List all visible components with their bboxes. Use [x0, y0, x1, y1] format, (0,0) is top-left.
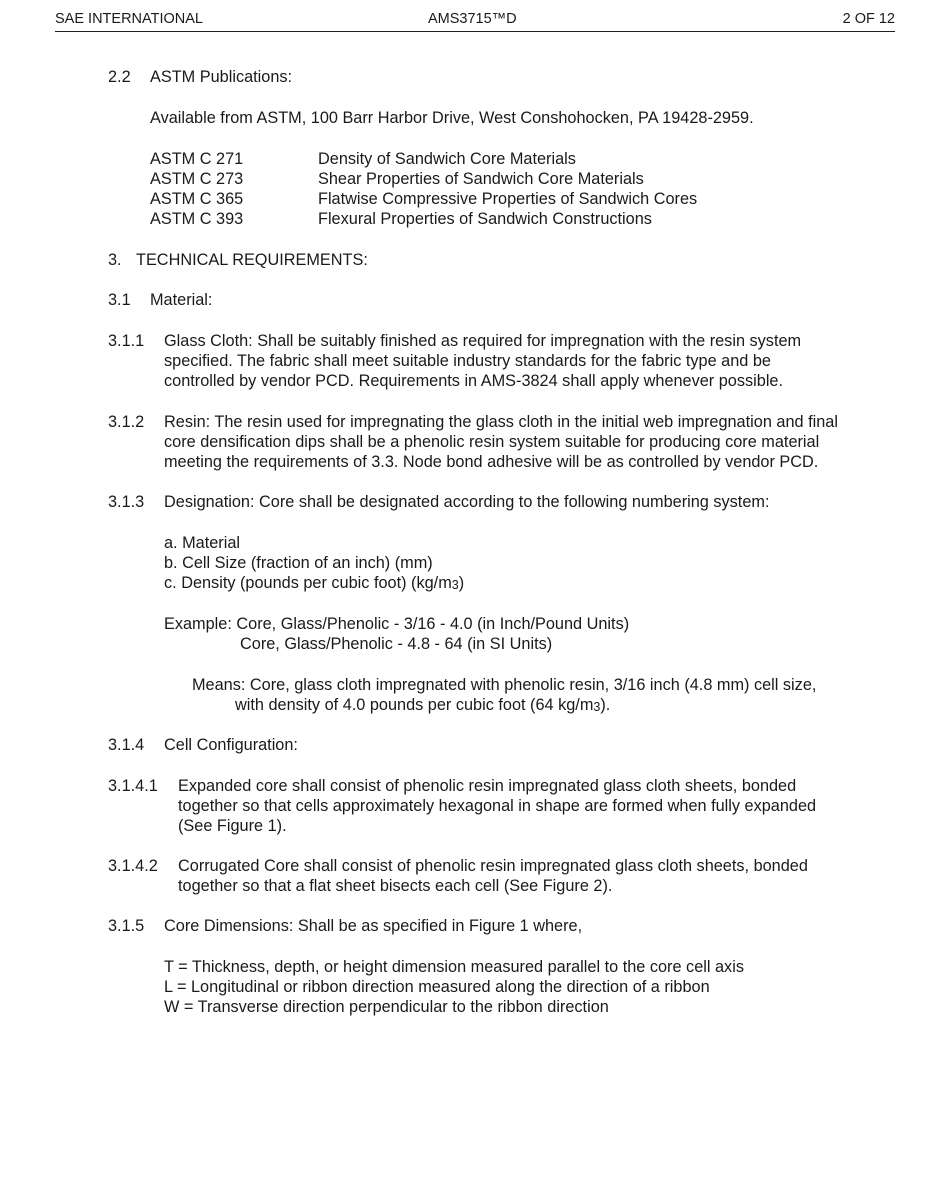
superscript-exponent: 3	[451, 578, 459, 592]
section-3-1-4-title: Cell Configuration:	[164, 736, 298, 754]
definition-item: T = Thickness, depth, or height dimension measured parallel to the core cell axis	[164, 958, 744, 976]
section-3-1-1-number: 3.1.1	[108, 332, 145, 350]
section-2-2-title: ASTM Publications:	[150, 68, 293, 86]
astm-ref-title: Flatwise Compressive Properties of Sandwich Cores	[318, 190, 698, 208]
paragraph-line: controlled by vendor PCD. Requirements in AMS-3824 shall apply whenever possible.	[164, 372, 784, 390]
section-3-1-5-text: Core Dimensions: Shall be as specified in Figure 1 where,	[164, 917, 583, 935]
paragraph-line: (See Figure 1).	[178, 817, 287, 835]
astm-ref-code: ASTM C 271	[150, 150, 244, 168]
section-3-1-3-number: 3.1.3	[108, 493, 145, 511]
section-3-number: 3.	[108, 251, 122, 269]
section-3-1-4-number: 3.1.4	[108, 736, 145, 754]
section-2-2-number: 2.2	[108, 68, 131, 86]
paragraph-line: core densification dips shall be a phenolic resin system suitable for producing core material	[164, 433, 820, 451]
astm-ref-code: ASTM C 393	[150, 210, 244, 228]
paragraph-line: meeting the requirements of 3.3. Node bond adhesive will be as controlled by vendor PCD.	[164, 453, 819, 471]
section-3-1-title: Material:	[150, 291, 213, 309]
section-3-1-4-1-number: 3.1.4.1	[108, 777, 158, 795]
astm-ref-title: Shear Properties of Sandwich Core Materials	[318, 170, 644, 188]
paragraph-line: Corrugated Core shall consist of phenolic resin impregnated glass cloth sheets, bonded	[178, 857, 808, 875]
definition-item: L = Longitudinal or ribbon direction measured along the direction of a ribbon	[164, 978, 710, 996]
astm-ref-title: Flexural Properties of Sandwich Constructions	[318, 210, 652, 228]
paragraph-line: together so that cells approximately hexagonal in shape are formed when fully expanded	[178, 797, 817, 815]
example-line-2: Core, Glass/Phenolic - 4.8 - 64 (in SI Units)	[240, 635, 553, 653]
section-3-1-5-number: 3.1.5	[108, 917, 145, 935]
list-item	[164, 573, 464, 594]
astm-ref-code: ASTM C 365	[150, 190, 244, 208]
paragraph-line: together so that a flat sheet bisects each cell (See Figure 2).	[178, 877, 613, 895]
paragraph-line: specified. The fabric shall meet suitable industry standards for the fabric type and be	[164, 352, 771, 370]
paragraph-line: Resin: The resin used for impregnating the glass cloth in the initial web impregnation and final	[164, 413, 838, 431]
means-line-2	[235, 695, 610, 716]
header-page-number: 2 OF 12	[842, 11, 895, 27]
list-item-text: c. Density (pounds per cubic foot) (kg/m	[164, 574, 452, 592]
means-line-1: Means: Core, glass cloth impregnated with phenolic resin, 3/16 inch (4.8 mm) cell size,	[192, 676, 817, 694]
page-header	[55, 9, 895, 32]
astm-address: Available from ASTM, 100 Barr Harbor Drive, West Conshohocken, PA 19428-2959.	[150, 109, 754, 127]
astm-ref-title: Density of Sandwich Core Materials	[318, 150, 576, 168]
list-item: a. Material	[164, 534, 241, 552]
example-line-1: Example: Core, Glass/Phenolic - 3/16 - 4.0 (in Inch/Pound Units)	[164, 615, 630, 633]
section-3-1-3-text: Designation: Core shall be designated according to the following numbering system:	[164, 493, 770, 511]
section-3-1-4-2-number: 3.1.4.2	[108, 857, 158, 875]
astm-ref-code: ASTM C 273	[150, 170, 244, 188]
means-text-end: ).	[600, 696, 611, 714]
header-doc-id: AMS3715™D	[428, 11, 517, 27]
definition-item: W = Transverse direction perpendicular to the ribbon direction	[164, 998, 609, 1016]
paragraph-line: Expanded core shall consist of phenolic resin impregnated glass cloth sheets, bonded	[178, 777, 797, 795]
means-text: with density of 4.0 pounds per cubic foot (64 kg/m	[235, 696, 594, 714]
superscript-exponent: 3	[593, 700, 601, 714]
list-item-text-end: )	[458, 574, 465, 592]
section-3-1-2-number: 3.1.2	[108, 413, 145, 431]
header-org: SAE INTERNATIONAL	[55, 11, 203, 27]
list-item: b. Cell Size (fraction of an inch) (mm)	[164, 554, 433, 572]
paragraph-line: Glass Cloth: Shall be suitably finished as required for impregnation with the resin system	[164, 332, 802, 350]
section-3-1-number: 3.1	[108, 291, 131, 309]
section-3-title: TECHNICAL REQUIREMENTS:	[136, 251, 368, 269]
